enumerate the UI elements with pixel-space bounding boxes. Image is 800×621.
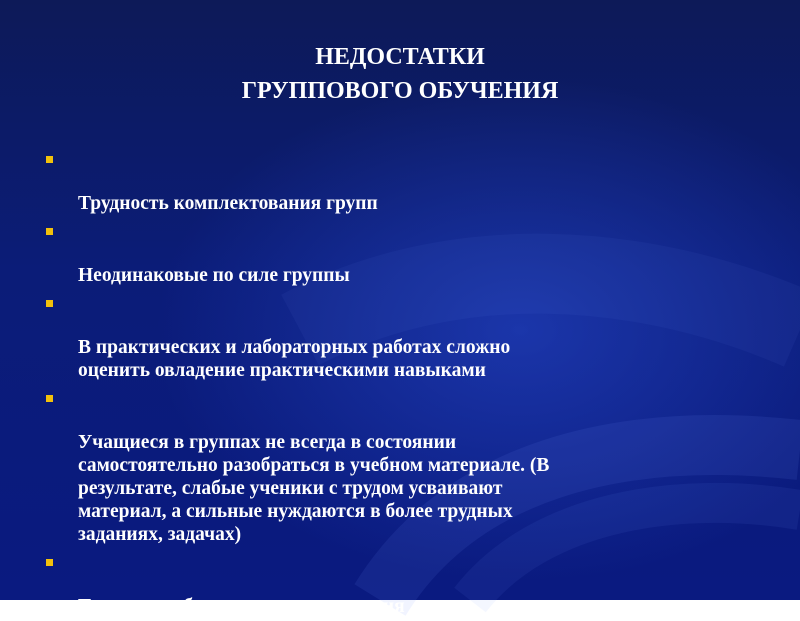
bullet-item-1 bbox=[46, 146, 686, 215]
title-line-2: ГРУППОВОГО ОБУЧЕНИЯ bbox=[241, 78, 559, 104]
bullet-text-1: Трудность комплектования групп bbox=[78, 193, 378, 214]
bullet-item-3 bbox=[46, 290, 686, 382]
square-bullet-icon bbox=[46, 156, 53, 163]
slide-title bbox=[0, 40, 800, 108]
bullet-text-4: Учащиеся в группах не всегда в состоянии самостоятельно разобраться в учебном материале. (В результате, слабые ученики с трудом усваивают материал, а сильные нуждаются в более трудных заданиях, задачах) bbox=[78, 432, 550, 545]
bullet-text-3: В практических и лабораторных работах сложно оценить овладение практическими навыками bbox=[78, 337, 511, 381]
bullet-item-2 bbox=[46, 218, 686, 287]
bullet-text-5: Трудность объективного оценивания bbox=[78, 596, 405, 617]
bullet-list bbox=[46, 146, 686, 621]
bullet-text-2: Неодинаковые по силе группы bbox=[78, 265, 350, 286]
square-bullet-icon bbox=[46, 228, 53, 235]
title-line-1: НЕДОСТАТКИ bbox=[315, 44, 485, 70]
bullet-item-5 bbox=[46, 549, 686, 618]
square-bullet-icon bbox=[46, 395, 53, 402]
square-bullet-icon bbox=[46, 559, 53, 566]
square-bullet-icon bbox=[46, 300, 53, 307]
bullet-item-4 bbox=[46, 385, 686, 546]
